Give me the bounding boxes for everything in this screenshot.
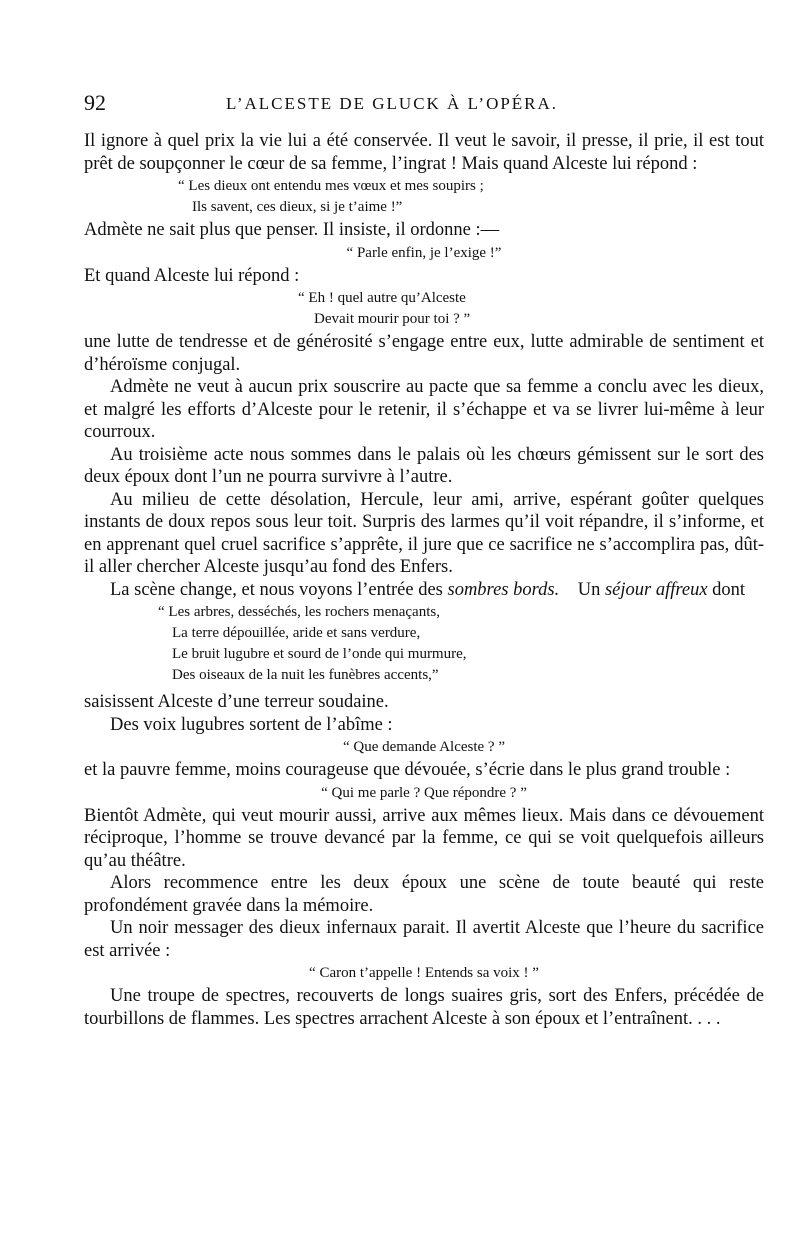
verse-line: “ Les arbres, desséchés, les rochers menaçants, [158, 604, 440, 620]
paragraph: et la pauvre femme, moins courageuse que dévouée, s’écrie dans le plus grand trouble : [84, 760, 731, 780]
paragraph: Il ignore à quel prix la vie lui a été conservée. Il veut le savoir, il presse, il prie, il est tout prêt de soupçonner le cœur de sa femme, l’ingrat ! Mais quand Alceste lui répond : [84, 131, 764, 174]
page-header [84, 90, 764, 120]
italic-run: séjour affreux [604, 579, 708, 600]
paragraph: Au milieu de cette désolation, Hercule, leur ami, arrive, espérant goûter quelques instants de doux repos sous leur toit. Surpris des larmes qu’il voit répandre, il s’informe, et en apprenant quel cruel sacrifice s’apprête, il jure que ce sacrifice ne s’accomplira pas, dût-il aller chercher Alceste jusqu’au fond des Enfers. [84, 489, 764, 577]
page-number: 92 [84, 90, 106, 115]
text-run: dont [712, 579, 746, 600]
paragraph: Admète ne sait plus que penser. Il insiste, il ordonne :— [84, 220, 500, 240]
page-body [84, 130, 764, 1030]
verse-line: La terre dépouillée, aride et sans verdure, [172, 625, 421, 641]
verse-line: “ Qui me parle ? Que répondre ? ” [321, 784, 527, 801]
italic-run: sombres bords. [447, 579, 560, 600]
text-run: La scène change, et nous voyons l’entrée des [110, 579, 443, 600]
paragraph: Une troupe de spectres, recouverts de longs suaires gris, sort des Enfers, précédée de tourbillons de flammes. Les spectres arrachent Alceste à son époux et l’entraînent. . . . [84, 986, 764, 1029]
paragraph: Admète ne veut à aucun prix souscrire au pacte que sa femme a conclu avec les dieux, et malgré les efforts d’Alceste pour le retenir, il s’échappe et va se livrer lui-même à leur courroux. [84, 377, 764, 442]
paragraph [84, 579, 764, 602]
running-title: L’ALCESTE DE GLUCK À L’OPÉRA. [226, 94, 559, 113]
verse-line: “ Caron t’appelle ! Entends sa voix ! ” [309, 965, 539, 981]
verse-line: Devait mourir pour toi ? ” [314, 311, 471, 327]
paragraph: Au troisième acte nous sommes dans le palais où les chœurs gémissent sur le sort des deux époux dont l’un ne pourra survivre à l’autre. [84, 444, 764, 487]
paragraph: une lutte de tendresse et de générosité s’engage entre eux, lutte admirable de sentiment et d’héroïsme conjugal. [84, 332, 764, 375]
paragraph: Un noir messager des dieux infernaux parait. Il avertit Alceste que l’heure du sacrifice est arrivée : [84, 918, 764, 961]
verse-line: “ Parle enfin, je l’exige !” [346, 244, 502, 261]
text-run: Un [577, 579, 601, 600]
paragraph: Des voix lugubres sortent de l’abîme : [110, 714, 393, 735]
verse-line: “ Eh ! quel autre qu’Alceste [298, 290, 466, 306]
paragraph: Et quand Alceste lui répond : [84, 265, 300, 286]
verse-line: Le bruit lugubre et sourd de l’onde qui murmure, [172, 646, 467, 662]
verse-line: “ Les dieux ont entendu mes vœux et mes soupirs ; [178, 178, 484, 194]
paragraph: Bientôt Admète, qui veut mourir aussi, arrive aux mêmes lieux. Mais dans ce dévouement réciproque, l’homme se trouve devancé par la femme, ce qui se voit quelquefois ailleurs qu’au théâtre. [84, 805, 764, 871]
verse-line: Ils savent, ces dieux, si je t’aime !” [192, 199, 403, 215]
paragraph: Alors recommence entre les deux époux une scène de toute beauté qui reste profondément gravée dans la mémoire. [84, 873, 764, 916]
verse-line: “ Que demande Alceste ? ” [342, 739, 505, 755]
verse-line: Des oiseaux de la nuit les funèbres accents,” [172, 667, 439, 683]
paragraph: saisissent Alceste d’une terreur soudaine. [84, 692, 389, 712]
